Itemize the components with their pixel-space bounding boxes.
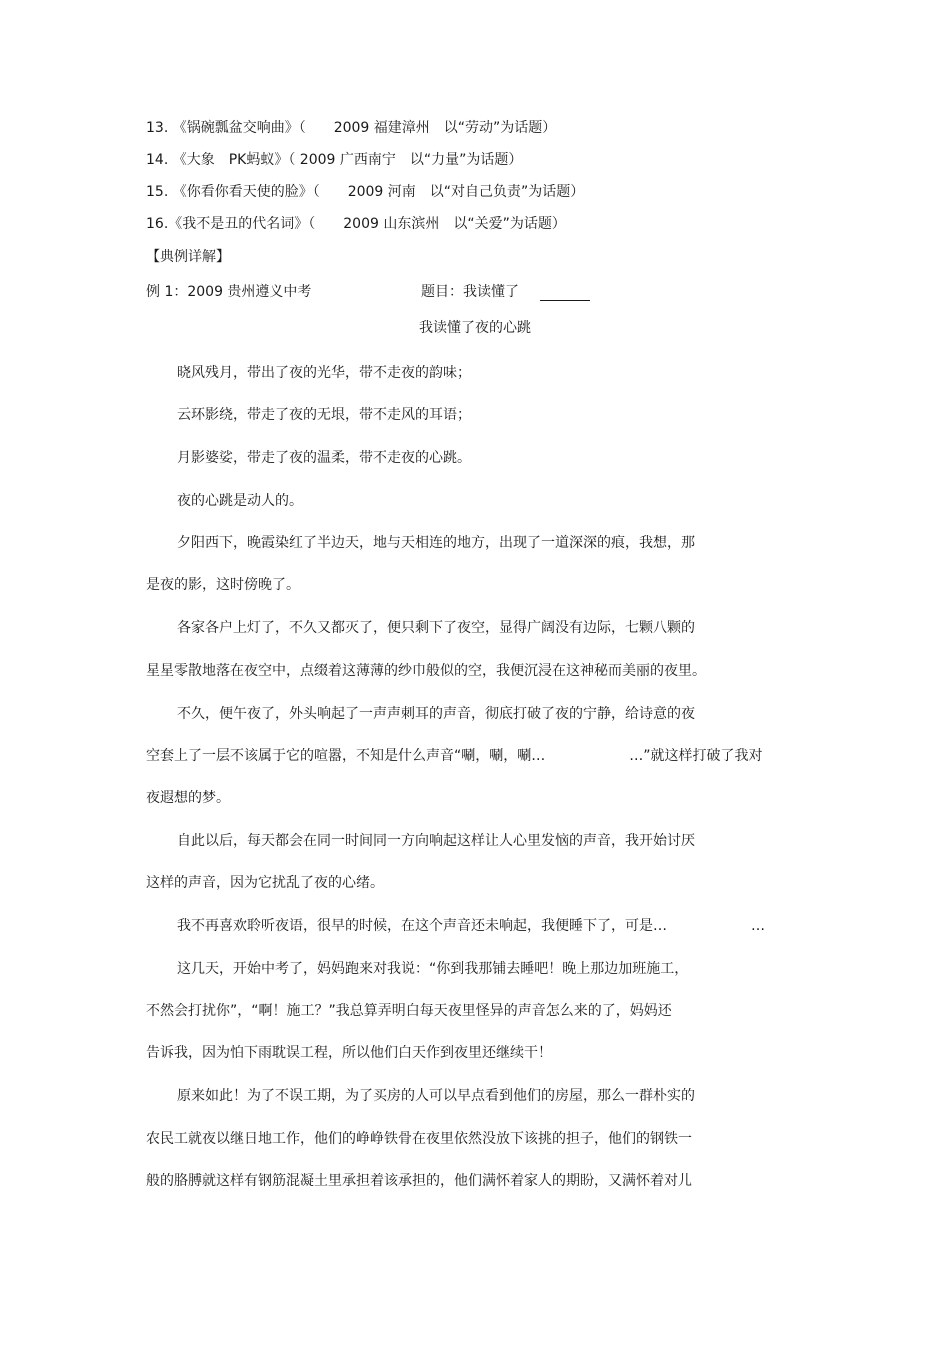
section-heading: 【典例详解】 (146, 249, 230, 265)
paragraph-line: 月影婆娑，带走了夜的温柔，带不走夜的心跳。 (177, 450, 471, 466)
paragraph-line: 夕阳西下，晚霞染红了半边天，地与天相连的地方，出现了一道深深的痕，我想，那 (177, 535, 695, 551)
topic-item-13: 13. 《锅碗瓢盆交响曲》（ 2009 福建漳州 以“劳动”为话题） (146, 120, 557, 136)
example-label: 例 1：2009 贵州遵义中考 (146, 284, 312, 300)
paragraph-line: 告诉我，因为怕下雨耽误工程，所以他们白天作到夜里还继续干！ (146, 1045, 552, 1061)
paragraph-line: 这几天，开始中考了，妈妈跑来对我说：“你到我那铺去睡吧！晚上那边加班施工， (177, 961, 689, 977)
paragraph-line: 般的胳膊就这样有钢筋混凝土里承担着该承担的，他们满怀着家人的期盼，又满怀着对儿 (146, 1173, 692, 1189)
paragraph-line: 空套上了一层不该属于它的喧嚣，不知是什么声音“唰，唰，唰… …”就这样打破了我对 (146, 748, 763, 764)
paragraph-line: 夜遐想的梦。 (146, 790, 230, 806)
paragraph-line: 各家各户上灯了，不久又都灭了，便只剩下了夜空，显得广阔没有边际，七颗八颗的 (177, 620, 695, 636)
topic-item-16: 16.《我不是丑的代名词》（ 2009 山东滨州 以“关爱”为话题） (146, 216, 566, 232)
essay-title: 我读懂了夜的心跳 (419, 320, 531, 336)
paragraph-line: 不然会打扰你”，“啊！施工？”我总算弄明白每天夜里怪异的声音怎么来的了，妈妈还 (146, 1003, 672, 1019)
paragraph-line: 原来如此！为了不误工期，为了买房的人可以早点看到他们的房屋，那么一群朴实的 (177, 1088, 695, 1104)
paragraph-line: 农民工就夜以继日地工作，他们的峥峥铁骨在夜里依然没放下该挑的担子，他们的钢铁一 (146, 1131, 692, 1147)
topic-item-14: 14. 《大象 PK蚂蚁》（ 2009 广西南宁 以“力量”为话题） (146, 152, 523, 168)
paragraph-line: 星星零散地落在夜空中，点缀着这薄薄的纱巾般似的空，我便沉浸在这神秘而美丽的夜里。 (146, 663, 706, 679)
paragraph-line: 晓风残月，带出了夜的光华，带不走夜的韵味； (177, 365, 471, 381)
paragraph-line: 我不再喜欢聆听夜语，很早的时候，在这个声音还未响起，我便睡下了，可是… … (177, 918, 765, 934)
example-topic: 题目：我读懂了 (421, 284, 519, 300)
paragraph-line: 这样的声音，因为它扰乱了夜的心绪。 (146, 875, 384, 891)
paragraph-line: 是夜的影，这时傍晚了。 (146, 577, 300, 593)
topic-item-15: 15. 《你看你看天使的脸》（ 2009 河南 以“对自己负责”为话题） (146, 184, 585, 200)
paragraph-line: 自此以后，每天都会在同一时间同一方向响起这样让人心里发恼的声音，我开始讨厌 (177, 833, 695, 849)
topic-blank-line (540, 300, 590, 301)
paragraph-line: 夜的心跳是动人的。 (177, 493, 303, 509)
paragraph-line: 云环影绕，带走了夜的无垠，带不走风的耳语； (177, 407, 471, 423)
paragraph-line: 不久，便午夜了，外头响起了一声声刺耳的声音，彻底打破了夜的宁静，给诗意的夜 (177, 706, 695, 722)
